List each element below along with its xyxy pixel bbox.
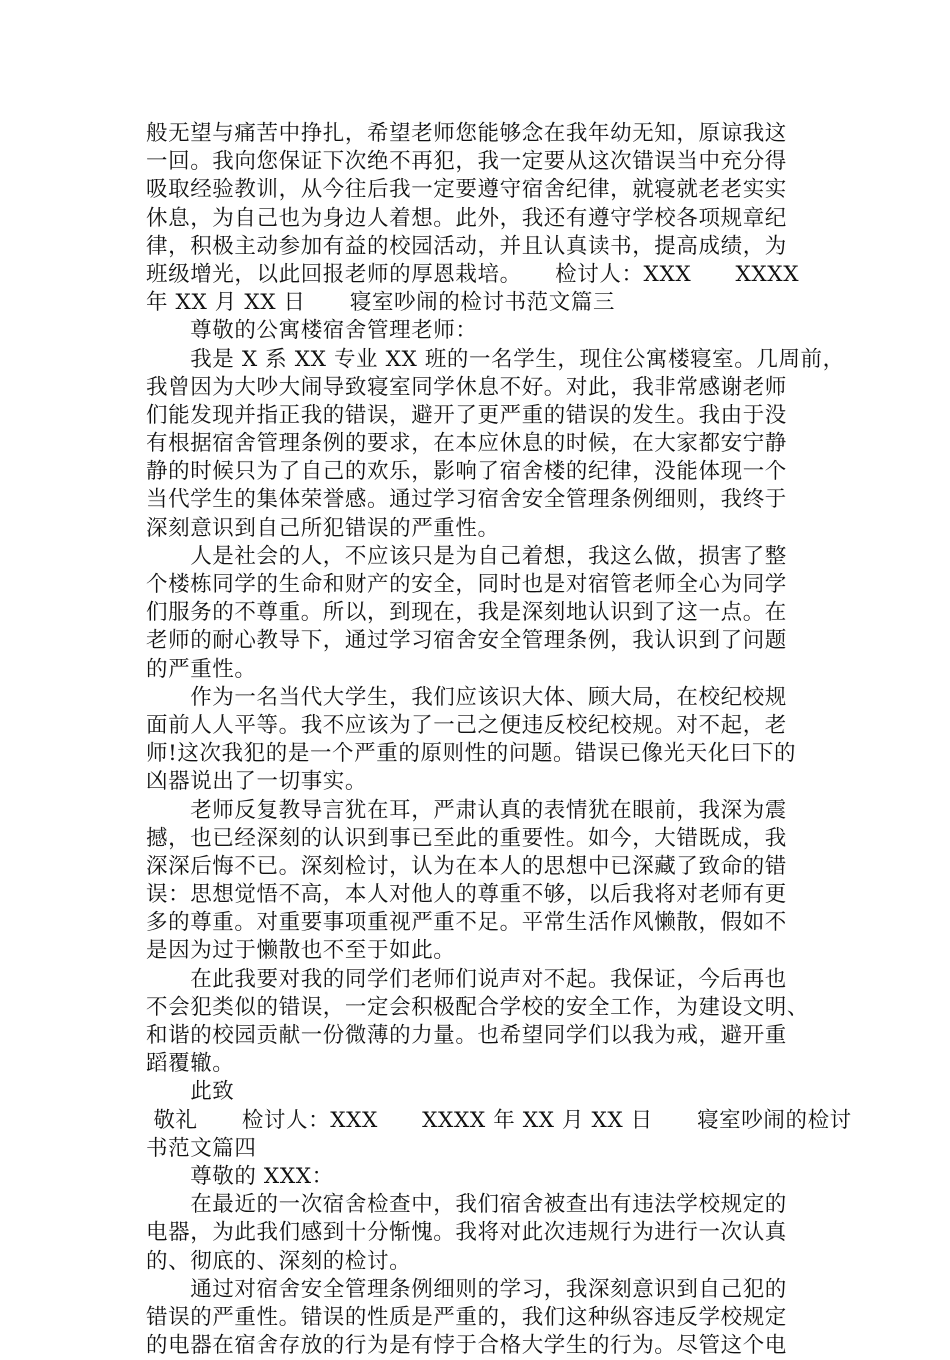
text-line: 人是社会的人，不应该只是为自己着想，我这么做，损害了整 [146, 543, 787, 569]
text-line: 有根据宿舍管理条例的要求，在本应休息的时候，在大家都安宁静 [146, 431, 787, 457]
text-line: 律，积极主动参加有益的校园活动，并且认真读书，提高成绩，为 [146, 233, 787, 259]
text-line: 们能发现并指正我的错误，避开了更严重的错误的发生。我由于没 [146, 402, 787, 428]
text-line: 我是 X 系 XX 专业 XX 班的一名学生，现住公寓楼寝室。几周前， [146, 346, 845, 372]
text-line: 一回。我向您保证下次绝不再犯，我一定要从这次错误当中充分得 [146, 149, 787, 175]
closing: 此致 [146, 1079, 235, 1105]
text-line: 误：思想觉悟不高，本人对他人的尊重不够，以后我将对老师有更 [146, 882, 787, 908]
text-line: 深深后悔不已。深刻检讨，认为在本人的思想中已深藏了致命的错 [146, 853, 787, 879]
text-line: 电器，为此我们感到十分惭愧。我将对此次违规行为进行一次认真 [146, 1220, 787, 1246]
text-line: 吸取经验教训，从今往后我一定要遵守宿舍纪律，就寝就老老实实 [146, 177, 787, 203]
text-line: 班级增光，以此回报老师的厚恩栽培。 检讨人：XXX XXXX [146, 261, 800, 287]
text-line: 静的时候只为了自己的欢乐，影响了宿舍楼的纪律，没能体现一个 [146, 459, 787, 485]
text-line: 深刻意识到自己所犯错误的严重性。 [146, 515, 500, 541]
document-body [146, 120, 852, 1360]
text-line: 的严重性。 [146, 656, 257, 682]
text-line: 老师的耐心教导下，通过学习宿舍安全管理条例，我认识到了问题 [146, 628, 787, 654]
salutation: 尊敬的公寓楼宿舍管理老师： [146, 318, 478, 344]
text-line: 错误的严重性。错误的性质是严重的，我们这种纵容违反学校规定 [146, 1304, 787, 1330]
text-line: 蹈覆辙。 [146, 1051, 235, 1077]
text-line: 般无望与痛苦中挣扎，希望老师您能够念在我年幼无知，原谅我这 [146, 121, 787, 146]
text-line: 作为一名当代大学生，我们应该识大体、顾大局，在校纪校规 [146, 684, 787, 710]
text-line: 个楼栋同学的生命和财产的安全，同时也是对宿管老师全心为同学 [146, 572, 787, 597]
text-line: 多的尊重。对重要事项重视严重不足。平常生活作风懒散，假如不 [146, 910, 787, 936]
text-line: 我曾因为大吵大闹导致寝室同学休息不好。对此，我非常感谢老师 [146, 374, 787, 400]
text-line: 在最近的一次宿舍检查中，我们宿舍被查出有违法学校规定的 [146, 1192, 787, 1218]
salutation: 尊敬的 XXX： [146, 1163, 334, 1189]
text-line: 师!这次我犯的是一个严重的原则性的问题。错误已像光天化曰下的 [146, 741, 797, 767]
text-line: 们服务的不尊重。所以，到现在，我是深刻地认识到了这一点。在 [146, 600, 787, 626]
text-line: 老师反复教导言犹在耳，严肃认真的表情犹在眼前，我深为震 [146, 797, 787, 823]
text-line: 通过对宿舍安全管理条例细则的学习，我深刻意识到自己犯的 [146, 1276, 787, 1302]
text-line: 书范文篇四 [146, 1135, 257, 1161]
text-line: 在此我要对我的同学们老师们说声对不起。我保证，今后再也 [146, 966, 787, 992]
text-line: 撼，也已经深刻的认识到事已至此的重要性。如今，大错既成，我 [146, 825, 787, 851]
text-line: 是因为过于懒散也不至于如此。 [146, 938, 456, 964]
text-line: 面前人人平等。我不应该为了一己之便违反校纪校规。对不起，老 [146, 712, 787, 738]
text-line: 年 XX 月 XX 日 寝室吵闹的检讨书范文篇三 [146, 290, 616, 316]
text-line: 不会犯类似的错误，一定会积极配合学校的安全工作，为建设文明、 [146, 994, 810, 1020]
text-line: 的电器在宿舍存放的行为是有悖于合格大学生的行为。尽管这个电 [146, 1333, 787, 1359]
text-line: 和谐的校园贡献一份微薄的力量。也希望同学们以我为戒，避开重 [146, 1023, 787, 1048]
text-line: 当代学生的集体荣誉感。通过学习宿舍安全管理条例细则，我终于 [146, 487, 787, 513]
text-line: 休息，为自己也为身边人着想。此外，我还有遵守学校各项规章纪 [146, 205, 787, 231]
text-line: 的、彻底的、深刻的检讨。 [146, 1248, 412, 1274]
text-line: 凶器说出了一切事实。 [146, 769, 368, 795]
signature-line: 敬礼 检讨人：XXX XXXX 年 XX 月 XX 日 寝室吵闹的检讨 [146, 1107, 852, 1133]
